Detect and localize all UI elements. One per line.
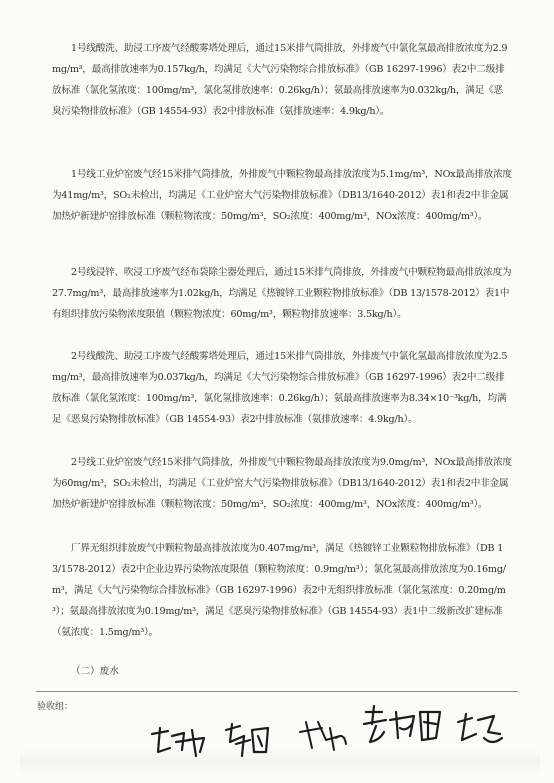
- signature-3: [300, 722, 346, 750]
- signature-4: [364, 706, 440, 742]
- paragraph-line2-acid-washing: 2号线酸洗、助浸工序废气经酸雾塔处理后，通过15米排气筒排放，外排废气中氯化氢最高排放浓度为2.5mg/m³，最高排放速率为0.037kg/h，均满足《大气污染物综合排放标准》（GB 16297-1996）表2中二级排放标准（氯化氢浓度：100mg/m³，氯化氢排放速率：0.26kg/h）；氨最高排放速率为8.34×10⁻³kg/h，均满足《恶臭污染物排放标准》（GB 14554-93）表2中排放标准（氨排放速率：4.9kg/h）。: [52, 351, 508, 425]
- paragraph-fugitive-emissions: 厂界无组织排放废气中颗粒物最高排放浓度为0.407mg/m³，满足《热镀锌工业颗粒物排放标准》（DB 13/1578-2012）表2中企业边界污染物浓度限值（颗粒物浓度：0.9mg/m³）；氯化氢最高排放浓度为0.16mg/m³，满足《大气污染物综合排放标准》（GB 16297-1996）表2中无组织排放标准（氯化氢浓度：0.20mg/m³）；氨最高排放浓度为0.19mg/m³，满足《恶臭污染物排放标准》（GB 14554-93）表1中二级新改扩建标准（氨浓度：1.5mg/m³）。: [52, 543, 506, 638]
- signature-2: [226, 724, 268, 756]
- paragraph-line2-furnace: 2号线工业炉窑废气经15米排气筒排放，外排废气中颗粒物最高排放浓度为9.0mg/m³，NOx最高排放浓度为60mg/m³，SO₂未检出，均满足《工业炉窑大气污染物排放标准》（DB13/1640-2012）表1和表2中非金属加热炉新建炉窑排放标准（颗粒物浓度：50mg/m³，SO₂浓度：400mg/m³，NOx浓度：400mg/m³）。: [52, 457, 512, 510]
- paragraph-line1-furnace: 1号线工业炉窑废气经15米排气筒排放，外排废气中颗粒物最高排放浓度为5.1mg/m³，NOx最高排放浓度为41mg/m³，SO₂未检出，均满足《工业炉窑大气污染物排放标准》（DB13/1640-2012）表1和表2中非金属加热炉新建炉窑排放标准（颗粒物浓度：50mg/m³，SO₂浓度：400mg/m³，NOx浓度：400mg/m³）。: [52, 169, 512, 222]
- paragraph-line2-zinc-dipping: 2号线浸锌、吹浸工序废气经布袋除尘器处理后，通过15米排气筒排放，外排废气中颗粒物最高排放浓度为27.7mg/m³，最高排放速率为1.02kg/h，均满足《热镀锌工业颗粒物排放标准》（DB 13/1578-2012）表1中有组织排放污染物浓度限值（颗粒物浓度：60mg/m³，颗粒物排放速率：3.5kg/h）。: [52, 267, 512, 320]
- acceptance-group-label: 验收组：: [37, 702, 74, 712]
- signature-1: [152, 728, 204, 756]
- paragraph-line1-acid-washing: 1号线酸洗、助浸工序废气经酸雾塔处理后，通过15米排气筒排放，外排废气中氯化氢最高排放浓度为2.9mg/m³，最高排放速率为0.157kg/h，均满足《大气污染物综合排放标准》（GB 16297-1996）表2中二级排放标准（氯化氢浓度：100mg/m³，氯化氢排放速率：0.26kg/h）；氨最高排放速率为0.032kg/h，满足《恶臭污染物排放标准》（GB 14554-93）表2中排放标准（氨排放速率：4.9kg/h）。: [52, 43, 508, 117]
- signature-5: [458, 714, 502, 742]
- section-heading-wastewater: （二）废水: [71, 666, 119, 677]
